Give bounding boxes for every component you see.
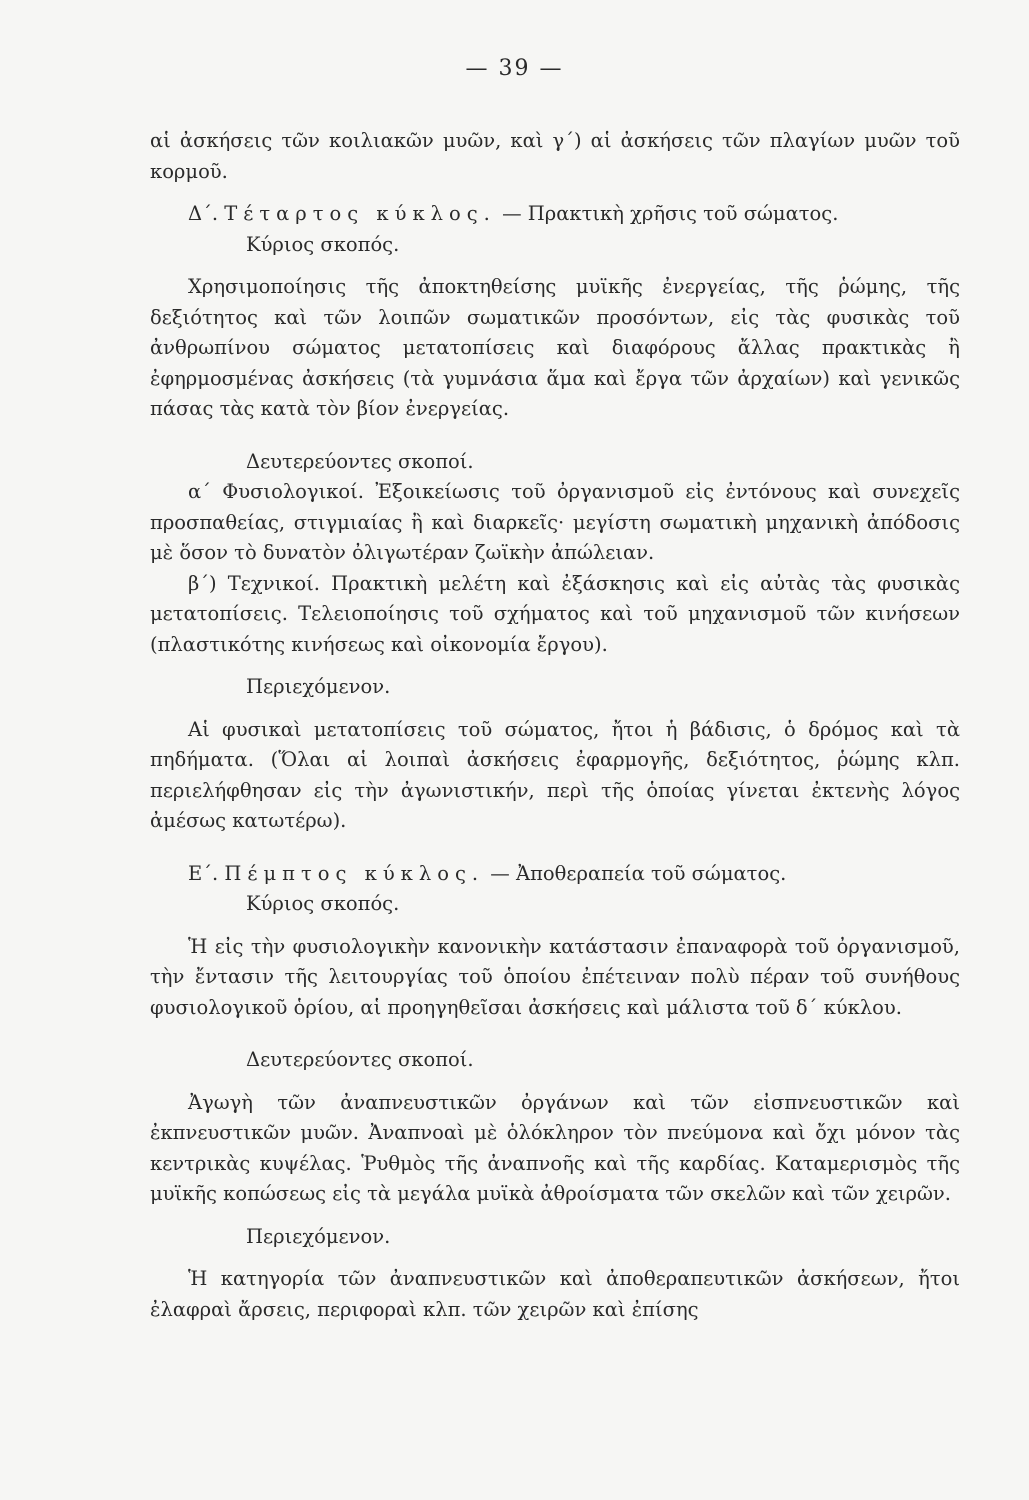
section-heading-cycle-5 — [150, 859, 960, 890]
cycle-title: — Ἀποθεραπεία τοῦ σώματος. — [490, 861, 787, 885]
paragraph: Χρησιμοποίησις τῆς ἀποκτηθείσης μυϊκῆς ἐνεργείας, τῆς ῥώμης, τῆς δεξιότητος καὶ τῶν λοιπῶν σωματικῶν προσόντων, εἰς τὰς φυσικὰς τοῦ ἀνθρωπίνου σώματος μετατοπίσεις καὶ διαφόρους ἄλλας πρακτικὰς ἢ ἐφηρμοσμένας ἀσκήσεις (τὰ γυμνάσια ἅμα καὶ ἔργα τῶν ἀρχαίων) καὶ γενικῶς πάσας τὰς κατὰ τὸν βίον ἐνεργείας. — [150, 275, 960, 420]
paragraph: α΄ Φυσιολογικοί. Ἐξοικείωσις τοῦ ὀργανισμοῦ εἰς ἐντόνους καὶ συνεχεῖς προσπαθείας, στιγμιαίας ἢ καὶ διαρκεῖς· μεγίστη σωματικὴ μηχανικὴ ἀπόδοσις μὲ ὅσον τὸ δυνατὸν ὀλιγωτέραν ζωϊκὴν ἀπώλειαν. — [150, 480, 960, 564]
paragraph: αἱ ἀσκήσεις τῶν κοιλιακῶν μυῶν, καὶ γ΄) αἱ ἀσκήσεις τῶν πλαγίων μυῶν τοῦ κορμοῦ. — [150, 129, 960, 183]
paragraph: Ἡ κατηγορία τῶν ἀναπνευστικῶν καὶ ἀποθεραπευτικῶν ἀσκήσεων, ἤτοι ἐλαφραὶ ἄρσεις, περιφοραὶ κλπ. τῶν χειρῶν καὶ ἐπίσης — [150, 1267, 960, 1321]
paragraph: β΄) Τεχνικοί. Πρακτικὴ μελέτη καὶ ἐξάσκησις καὶ εἰς αὐτὰς τὰς φυσικὰς μετατοπίσεις. Τελειοποίησις τοῦ σχήματος καὶ τοῦ μηχανισμοῦ τῶν κινήσεων (πλαστικότης κινήσεως καὶ οἰκονομία ἔργου). — [150, 571, 960, 656]
subheading-secondary-goals: Δευτερεύοντες σκοποί. — [246, 1048, 474, 1071]
paragraph: Ἡ εἰς τὴν φυσιολογικὴν κανονικὴν κατάστασιν ἐπαναφορὰ τοῦ ὀργανισμοῦ, τὴν ἔντασιν τῆς λειτουργίας τοῦ ὁποίου ἐπέτειναν πολὺ πέραν τοῦ συνήθους φυσιολογικοῦ ὁρίου, αἱ προηγηθεῖσαι ἀσκήσεις καὶ μάλιστα τοῦ δ΄ κύκλου. — [150, 934, 960, 1019]
cycle-name: Τέταρτος κύκλος. — [224, 202, 496, 225]
subheading-content: Περιεχόμενον. — [246, 1224, 391, 1248]
paragraph: Ἀγωγὴ τῶν ἀναπνευστικῶν ὀργάνων καὶ τῶν εἰσπνευστικῶν καὶ ἐκπνευστικῶν μυῶν. Ἀναπνοαὶ μὲ ὁλόκληρον τὸν πνεύμονα καὶ ὄχι μόνον τὰς κεντρικὰς κυψέλας. Ῥυθμὸς τῆς ἀναπνοῆς καὶ τῆς καρδίας. Καταμερισμὸς τῆς μυϊκῆς κοπώσεως εἰς τὰ μεγάλα μυϊκὰ ἀθροίσματα τῶν σκελῶν καὶ τῶν χειρῶν. — [150, 1090, 960, 1205]
subheading-content: Περιεχόμενον. — [246, 675, 391, 698]
cycle-title: — Πρακτικὴ χρῆσις τοῦ σώματος. — [502, 202, 839, 225]
paragraph: Αἱ φυσικαὶ μετατοπίσεις τοῦ σώματος, ἤτοι ἡ βάδισις, ὁ δρόμος καὶ τὰ πηδήματα. (Ὅλαι αἱ λοιπαὶ ἀσκήσεις ἐφαρμογῆς, δεξιότητος, ῥώμης κλπ. περιελήφθησαν εἰς τὴν ἀγωνιστικήν, περὶ τῆς ὁποίας γίνεται ἐκτενὴς λόγος ἀμέσως κατωτέρω). — [150, 717, 960, 832]
subheading-secondary-goals: Δευτερεύοντες σκοποί. — [246, 449, 474, 473]
page-number: — 39 — — [465, 56, 564, 81]
cycle-name: Πέμπτος κύκλος. — [224, 861, 485, 885]
subheading-main-goal: Κύριος σκοπός. — [246, 232, 400, 256]
subheading-main-goal: Κύριος σκοπός. — [246, 892, 400, 915]
cycle-label: Δ΄. — [188, 202, 219, 225]
cycle-label: Ε΄. — [188, 861, 219, 885]
page-body — [150, 126, 960, 1325]
section-heading-cycle-4 — [150, 199, 960, 230]
